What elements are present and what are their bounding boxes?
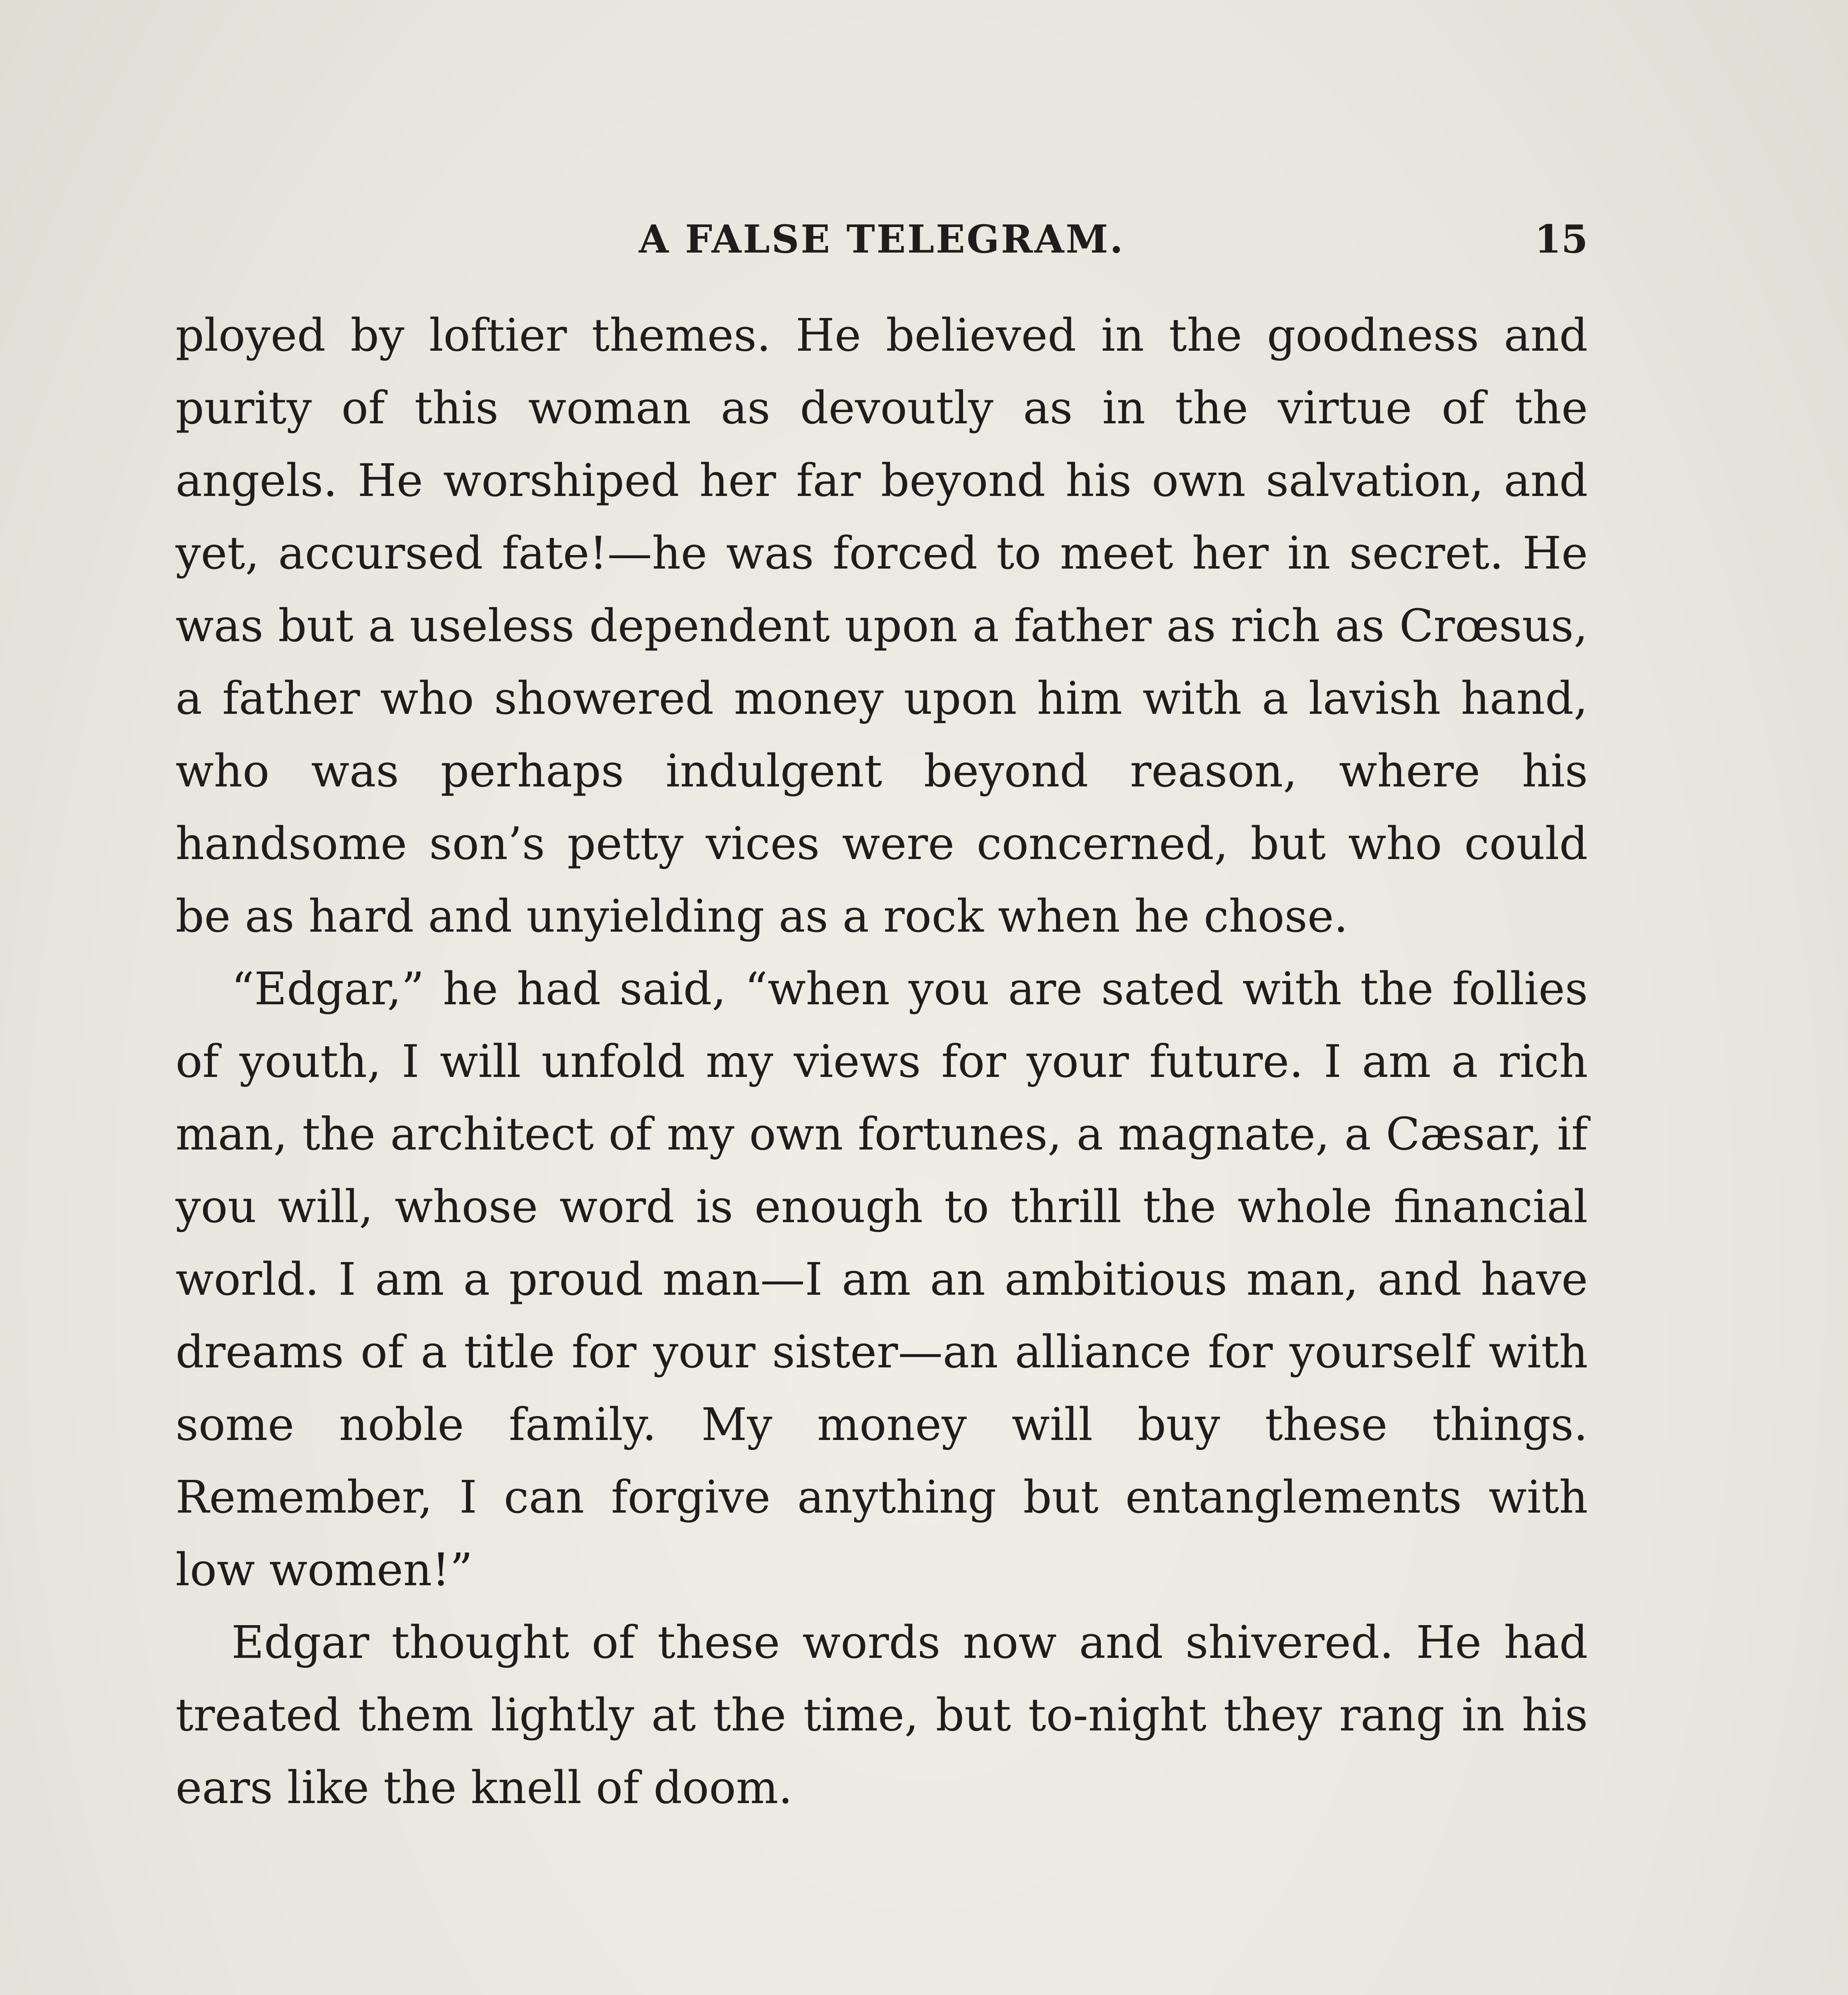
- running-head: [176, 207, 1588, 271]
- body-text: [176, 299, 1588, 1824]
- paragraph-dialogue: “Edgar,” he had said, “when you are sated with the follies of youth, I will unfold my views for your future. I am a rich man, the architect of my own fortunes, a magnate, a Cæsar, if you will, whose word is enough to thrill the whole financial world. I am a proud man—I am an ambitious man, and have dreams of a title for your sister—an alliance for yourself with some noble family. My money will buy these things. Remember, I can forgive anything but entanglements with low women!”: [176, 963, 1588, 1596]
- page-number: 15: [1534, 217, 1588, 262]
- paragraph-closing: Edgar thought of these words now and shivered. He had treated them lightly at the time, but to-night they rang in his ears like the knell of doom.: [176, 1617, 1588, 1814]
- chapter-title: A FALSE TELEGRAM.: [639, 217, 1125, 262]
- paragraph-continuation: ployed by loftier themes. He believed in the goodness and purity of this woman as devoutly as in the virtue of the angels. He worshiped her far beyond his own salvation, and yet, accursed fate!—he was forced to meet her in secret. He was but a useless dependent upon a father as rich as Crœsus, a father who showered money upon him with a lavish hand, who was perhaps indulgent beyond reason, where his handsome son’s petty vices were concerned, but who could be as hard and unyielding as a rock when he chose.: [176, 310, 1588, 942]
